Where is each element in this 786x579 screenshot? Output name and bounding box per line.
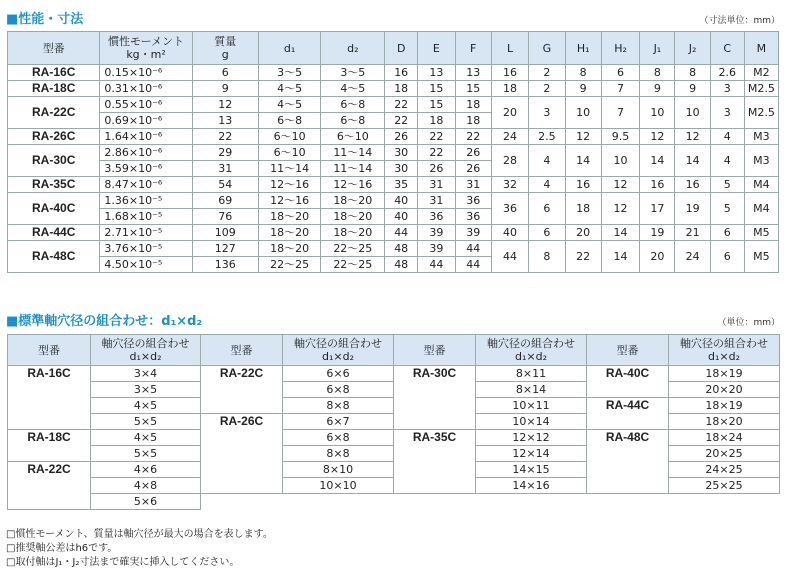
dimension-cell: 16	[565, 177, 601, 193]
d2-cell: 4～5	[321, 81, 385, 97]
e-cell: 31	[418, 193, 455, 209]
perf-header-label: C	[723, 41, 732, 55]
perf-row	[8, 225, 779, 241]
perf-row	[8, 145, 779, 161]
dimension-cell: 3	[710, 81, 744, 97]
model-cell: RA-16C	[8, 65, 100, 81]
mass-cell: 76	[192, 209, 258, 225]
dimension-cell: 40	[491, 225, 528, 241]
combo-header-label: 軸穴径の組合わせ	[294, 337, 382, 350]
e-cell: 15	[418, 81, 455, 97]
perf-header-cell	[418, 32, 455, 65]
dimension-cell: 10	[601, 145, 639, 177]
perf-header-label: 慣性モーメント	[108, 35, 185, 48]
d2-cell: 22～25	[321, 241, 385, 257]
inertia-cell: 1.36×10⁻⁵	[100, 193, 192, 209]
combo-header-sublabel: d₁×d₂	[707, 350, 740, 363]
combo-value-cell: 8×10	[283, 462, 394, 478]
f-cell: 26	[455, 161, 491, 177]
combo-value-cell: 18×19	[669, 366, 780, 382]
mass-cell: 13	[192, 113, 258, 129]
inertia-cell: 2.86×10⁻⁶	[100, 145, 192, 161]
perf-row	[8, 97, 779, 113]
perf-header-cell	[565, 32, 601, 65]
combo-value-cell: 10×14	[476, 414, 587, 430]
dimension-cell: 32	[491, 177, 528, 193]
mass-cell: 109	[192, 225, 258, 241]
model-cell: RA-18C	[8, 81, 100, 97]
perf-header-cell	[491, 32, 528, 65]
d-cell: 30	[385, 161, 418, 177]
combo-value-cell: 6×6	[283, 366, 394, 382]
perf-header-label: d₁	[283, 41, 296, 55]
perf-header-cell	[192, 32, 258, 65]
combo-unit: （単位：mm）	[717, 318, 780, 328]
combo-value-cell: 18×19	[669, 398, 780, 414]
perf-row	[8, 193, 779, 209]
dimension-cell: M2	[744, 65, 778, 81]
f-cell: 22	[455, 129, 491, 145]
dimension-cell: 9	[640, 81, 675, 97]
d2-cell: 22～25	[321, 257, 385, 273]
e-cell: 39	[418, 241, 455, 257]
dimension-cell: 10	[565, 97, 601, 129]
perf-row	[8, 177, 779, 193]
dimension-cell: 4	[710, 129, 744, 145]
dimension-cell: 17	[640, 193, 675, 225]
perf-header-label: H₁	[576, 41, 590, 55]
combo-value-cell: 14×16	[476, 478, 587, 494]
dimension-cell: 6	[529, 225, 565, 241]
dimension-cell: 2	[529, 65, 565, 81]
dimension-cell: 8	[675, 65, 710, 81]
e-cell: 44	[418, 257, 455, 273]
d-cell: 18	[385, 81, 418, 97]
dimension-cell: 7	[601, 97, 639, 129]
dimension-cell: 6	[710, 241, 744, 273]
model-cell: RA-48C	[8, 241, 100, 273]
e-cell: 36	[418, 209, 455, 225]
d1-cell: 18～20	[258, 241, 321, 257]
dimension-cell: 12	[640, 129, 675, 145]
dimension-cell: 14	[675, 145, 710, 177]
combo-header	[91, 335, 201, 366]
combo-value-cell: 6×8	[283, 382, 394, 398]
empty-cell	[669, 494, 780, 510]
f-cell: 26	[455, 145, 491, 161]
inertia-cell: 3.59×10⁻⁶	[100, 161, 192, 177]
dimension-cell: 28	[491, 145, 528, 177]
d-cell: 44	[385, 225, 418, 241]
combo-value-cell: 4×5	[91, 430, 201, 446]
dimension-cell: M4	[744, 193, 778, 225]
dimension-cell: 8	[529, 241, 565, 273]
combo-model-cell: RA-16C	[8, 366, 91, 430]
perf-header-cell	[744, 32, 778, 65]
perf-title: ■性能・寸法	[6, 12, 84, 27]
dimension-cell: 6	[529, 193, 565, 225]
combo-model-header: 型番	[587, 335, 669, 366]
dimension-cell: 2.5	[529, 129, 565, 145]
dimension-cell: 9	[675, 81, 710, 97]
d-cell: 16	[385, 65, 418, 81]
dimension-cell: 18	[491, 81, 528, 97]
e-cell: 39	[418, 225, 455, 241]
mass-cell: 31	[192, 161, 258, 177]
dimension-cell: 12	[601, 193, 639, 225]
empty-cell	[201, 494, 283, 510]
d2-cell: 6～8	[321, 97, 385, 113]
f-cell: 18	[455, 113, 491, 129]
e-cell: 31	[418, 177, 455, 193]
d-cell: 26	[385, 129, 418, 145]
perf-header-label: 質量	[214, 35, 237, 48]
dimension-cell: 16	[675, 177, 710, 193]
empty-cell	[476, 494, 587, 510]
dimension-cell: 9	[565, 81, 601, 97]
combo-value-cell: 4×5	[91, 398, 201, 414]
combo-header-sublabel: d₁×d₂	[321, 350, 354, 363]
combo-value-cell: 3×5	[91, 382, 201, 398]
dimension-cell: M2.5	[744, 97, 778, 129]
model-cell: RA-35C	[8, 177, 100, 193]
combo-value-cell: 10×10	[283, 478, 394, 494]
empty-cell	[394, 494, 476, 510]
f-cell: 13	[455, 65, 491, 81]
e-cell: 22	[418, 129, 455, 145]
inertia-cell: 0.55×10⁻⁶	[100, 97, 192, 113]
dimension-cell: 24	[675, 241, 710, 273]
f-cell: 44	[455, 257, 491, 273]
combo-value-cell: 5×5	[91, 446, 201, 462]
inertia-cell: 0.31×10⁻⁶	[100, 81, 192, 97]
combo-model-cell: RA-30C	[394, 366, 476, 430]
dimension-cell: 19	[640, 225, 675, 241]
mass-cell: 9	[192, 81, 258, 97]
perf-header-label: H₂	[614, 41, 627, 55]
mass-cell: 54	[192, 177, 258, 193]
dimension-cell: 14	[565, 145, 601, 177]
perf-header-label: 型番	[42, 41, 65, 55]
combo-header-sublabel: d₁×d₂	[514, 350, 547, 363]
perf-header-label: E	[432, 41, 440, 55]
combo-value-cell: 12×14	[476, 446, 587, 462]
dimension-cell: 22	[565, 241, 601, 273]
perf-row	[8, 241, 779, 257]
perf-header-cell	[640, 32, 675, 65]
dimension-cell: 7	[601, 81, 639, 97]
perf-header-cell	[385, 32, 418, 65]
dimension-cell: 8	[565, 65, 601, 81]
combo-value-cell: 6×8	[283, 430, 394, 446]
combo-value-cell: 3×4	[91, 366, 201, 382]
dimension-cell: 4	[710, 145, 744, 177]
d1-cell: 6～10	[258, 145, 321, 161]
empty-cell	[283, 494, 394, 510]
mass-cell: 69	[192, 193, 258, 209]
combo-value-cell: 8×14	[476, 382, 587, 398]
d1-cell: 3～5	[258, 65, 321, 81]
combo-header-label: 軸穴径の組合わせ	[487, 337, 575, 350]
dimension-cell: 4	[529, 177, 565, 193]
combo-value-cell: 14×15	[476, 462, 587, 478]
combo-header	[476, 335, 587, 366]
d2-cell: 11～14	[321, 145, 385, 161]
combo-model-cell: RA-18C	[8, 430, 91, 462]
mass-cell: 136	[192, 257, 258, 273]
dimension-cell: 18	[565, 193, 601, 225]
combo-model-cell: RA-22C	[8, 462, 91, 510]
d-cell: 35	[385, 177, 418, 193]
dimension-cell: 2.6	[710, 65, 744, 81]
combo-value-cell: 4×6	[91, 462, 201, 478]
combo-model-header: 型番	[8, 335, 91, 366]
combo-value-cell: 18×20	[669, 414, 780, 430]
mass-cell: 12	[192, 97, 258, 113]
d1-cell: 4～5	[258, 97, 321, 113]
perf-row	[8, 129, 779, 145]
perf-header-label: G	[542, 41, 552, 55]
dimension-cell: 6	[710, 225, 744, 241]
combo-value-cell: 8×11	[476, 366, 587, 382]
e-cell: 15	[418, 97, 455, 113]
dimension-cell: 3	[710, 97, 744, 129]
e-cell: 13	[418, 65, 455, 81]
combo-value-cell: 20×25	[669, 446, 780, 462]
combo-value-cell: 5×6	[91, 494, 201, 510]
perf-header-label: D	[396, 41, 406, 55]
combo-value-cell: 6×7	[283, 414, 394, 430]
dimension-cell: 12	[565, 129, 601, 145]
dimension-cell: 16	[491, 65, 528, 81]
note-2: □推奨軸公差はh6です。	[6, 543, 118, 554]
d2-cell: 11～14	[321, 161, 385, 177]
dimension-cell: 14	[640, 145, 675, 177]
f-cell: 36	[455, 193, 491, 209]
dimension-cell: M4	[744, 177, 778, 193]
inertia-cell: 4.50×10⁻⁵	[100, 257, 192, 273]
d1-cell: 18～20	[258, 225, 321, 241]
perf-header-label: L	[506, 41, 514, 55]
d1-cell: 18～20	[258, 209, 321, 225]
d-cell: 30	[385, 145, 418, 161]
dimension-cell: 21	[675, 225, 710, 241]
d2-cell: 6～8	[321, 113, 385, 129]
dimension-cell: M5	[744, 241, 778, 273]
mass-cell: 29	[192, 145, 258, 161]
d1-cell: 4～5	[258, 81, 321, 97]
inertia-cell: 3.76×10⁻⁵	[100, 241, 192, 257]
dimension-cell: 20	[491, 97, 528, 129]
combo-model-cell: RA-35C	[394, 430, 476, 494]
empty-cell	[587, 494, 669, 510]
combo-header	[283, 335, 394, 366]
combo-header-label: 軸穴径の組合わせ	[680, 337, 768, 350]
inertia-cell: 0.15×10⁻⁶	[100, 65, 192, 81]
dimension-cell: 20	[565, 225, 601, 241]
d2-cell: 18～20	[321, 225, 385, 241]
dimension-cell: M2.5	[744, 81, 778, 97]
combo-value-cell: 10×11	[476, 398, 587, 414]
inertia-cell: 8.47×10⁻⁶	[100, 177, 192, 193]
dimension-cell: 10	[675, 97, 710, 129]
dimension-cell: 4	[529, 145, 565, 177]
d-cell: 48	[385, 241, 418, 257]
dimension-cell: 8	[640, 65, 675, 81]
combo-model-header: 型番	[394, 335, 476, 366]
dimension-cell: 20	[640, 241, 675, 273]
note-1: □慣性モーメント、質量は軸穴径が最大の場合を表します。	[6, 529, 273, 540]
perf-header-cell	[8, 32, 100, 65]
dimension-cell: 36	[491, 193, 528, 225]
d1-cell: 12～16	[258, 193, 321, 209]
d2-cell: 18～20	[321, 193, 385, 209]
d1-cell: 22～25	[258, 257, 321, 273]
mass-cell: 22	[192, 129, 258, 145]
performance-table	[7, 31, 779, 273]
combo-value-cell: 8×8	[283, 398, 394, 414]
inertia-cell: 2.71×10⁻⁵	[100, 225, 192, 241]
perf-header-cell	[529, 32, 565, 65]
notes	[6, 528, 273, 570]
dimension-cell: 5	[710, 193, 744, 225]
d2-cell: 3～5	[321, 65, 385, 81]
combination-table	[7, 334, 780, 510]
e-cell: 26	[418, 161, 455, 177]
inertia-cell: 1.64×10⁻⁶	[100, 129, 192, 145]
perf-header-label: J₂	[688, 41, 697, 55]
dimension-cell: 16	[640, 177, 675, 193]
combo-header-sublabel: d₁×d₂	[129, 350, 162, 363]
f-cell: 31	[455, 177, 491, 193]
combo-value-cell: 25×25	[669, 478, 780, 494]
perf-header-cell	[601, 32, 639, 65]
dimension-cell: 24	[491, 129, 528, 145]
perf-header-label: J₁	[653, 41, 662, 55]
d1-cell: 12～16	[258, 177, 321, 193]
perf-header-label: M	[756, 41, 767, 55]
dimension-cell: 5	[710, 177, 744, 193]
model-cell: RA-30C	[8, 145, 100, 177]
d2-cell: 18～20	[321, 209, 385, 225]
perf-header-sublabel: kg・m²	[126, 48, 166, 61]
combo-model-cell: RA-44C	[587, 398, 669, 430]
perf-header-label: d₂	[347, 41, 359, 55]
d-cell: 40	[385, 193, 418, 209]
d1-cell: 11～14	[258, 161, 321, 177]
combo-model-cell: RA-22C	[201, 366, 283, 414]
f-cell: 44	[455, 241, 491, 257]
f-cell: 15	[455, 81, 491, 97]
dimension-cell: 19	[675, 193, 710, 225]
mass-cell: 127	[192, 241, 258, 257]
combo-value-cell: 8×8	[283, 446, 394, 462]
d2-cell: 6～10	[321, 129, 385, 145]
combo-value-cell: 20×20	[669, 382, 780, 398]
d1-cell: 6～10	[258, 129, 321, 145]
model-cell: RA-44C	[8, 225, 100, 241]
dimension-cell: 12	[675, 129, 710, 145]
perf-header-cell	[100, 32, 192, 65]
e-cell: 18	[418, 113, 455, 129]
combo-value-cell: 18×24	[669, 430, 780, 446]
combo-title: ■標準軸穴径の組合わせ：d₁×d₂	[6, 314, 203, 329]
perf-header-cell	[321, 32, 385, 65]
model-cell: RA-22C	[8, 97, 100, 129]
dimension-cell: 44	[491, 241, 528, 273]
perf-header-cell	[675, 32, 710, 65]
e-cell: 22	[418, 145, 455, 161]
dimension-cell: M3	[744, 129, 778, 145]
combo-value-cell: 5×5	[91, 414, 201, 430]
combo-model-cell: RA-48C	[587, 430, 669, 494]
combo-value-cell: 4×8	[91, 478, 201, 494]
perf-unit: （寸法単位：mm）	[699, 16, 780, 26]
d-cell: 22	[385, 113, 418, 129]
combo-model-cell: RA-26C	[201, 414, 283, 494]
perf-header-label: F	[470, 41, 477, 55]
f-cell: 39	[455, 225, 491, 241]
dimension-cell: 12	[601, 177, 639, 193]
dimension-cell: 10	[640, 97, 675, 129]
f-cell: 18	[455, 97, 491, 113]
combo-row	[8, 430, 780, 446]
dimension-cell: 2	[529, 81, 565, 97]
inertia-cell: 1.68×10⁻⁵	[100, 209, 192, 225]
dimension-cell: M5	[744, 225, 778, 241]
f-cell: 36	[455, 209, 491, 225]
note-3: □取付軸はJ₁・J₂寸法まで確実に挿入してください。	[6, 557, 240, 568]
mass-cell: 6	[192, 65, 258, 81]
combo-header-label: 軸穴径の組合わせ	[101, 337, 190, 350]
combo-header	[669, 335, 780, 366]
combo-model-cell: RA-40C	[587, 366, 669, 398]
dimension-cell: 6	[601, 65, 639, 81]
model-cell: RA-40C	[8, 193, 100, 225]
perf-header-cell	[258, 32, 321, 65]
d-cell: 48	[385, 257, 418, 273]
combo-row	[8, 366, 780, 382]
perf-row	[8, 65, 779, 81]
perf-header-cell	[710, 32, 744, 65]
dimension-cell: 9.5	[601, 129, 639, 145]
combo-row	[8, 494, 780, 510]
perf-row	[8, 81, 779, 97]
dimension-cell: M3	[744, 145, 778, 177]
perf-header-cell	[455, 32, 491, 65]
model-cell: RA-26C	[8, 129, 100, 145]
d2-cell: 12～16	[321, 177, 385, 193]
dimension-cell: 3	[529, 97, 565, 129]
combo-value-cell: 24×25	[669, 462, 780, 478]
combo-value-cell: 12×12	[476, 430, 587, 446]
d-cell: 22	[385, 97, 418, 113]
inertia-cell: 0.69×10⁻⁶	[100, 113, 192, 129]
dimension-cell: 14	[601, 225, 639, 241]
dimension-cell: 14	[601, 241, 639, 273]
d1-cell: 6～8	[258, 113, 321, 129]
d-cell: 40	[385, 209, 418, 225]
perf-header-sublabel: g	[221, 48, 229, 61]
combo-model-header: 型番	[201, 335, 283, 366]
